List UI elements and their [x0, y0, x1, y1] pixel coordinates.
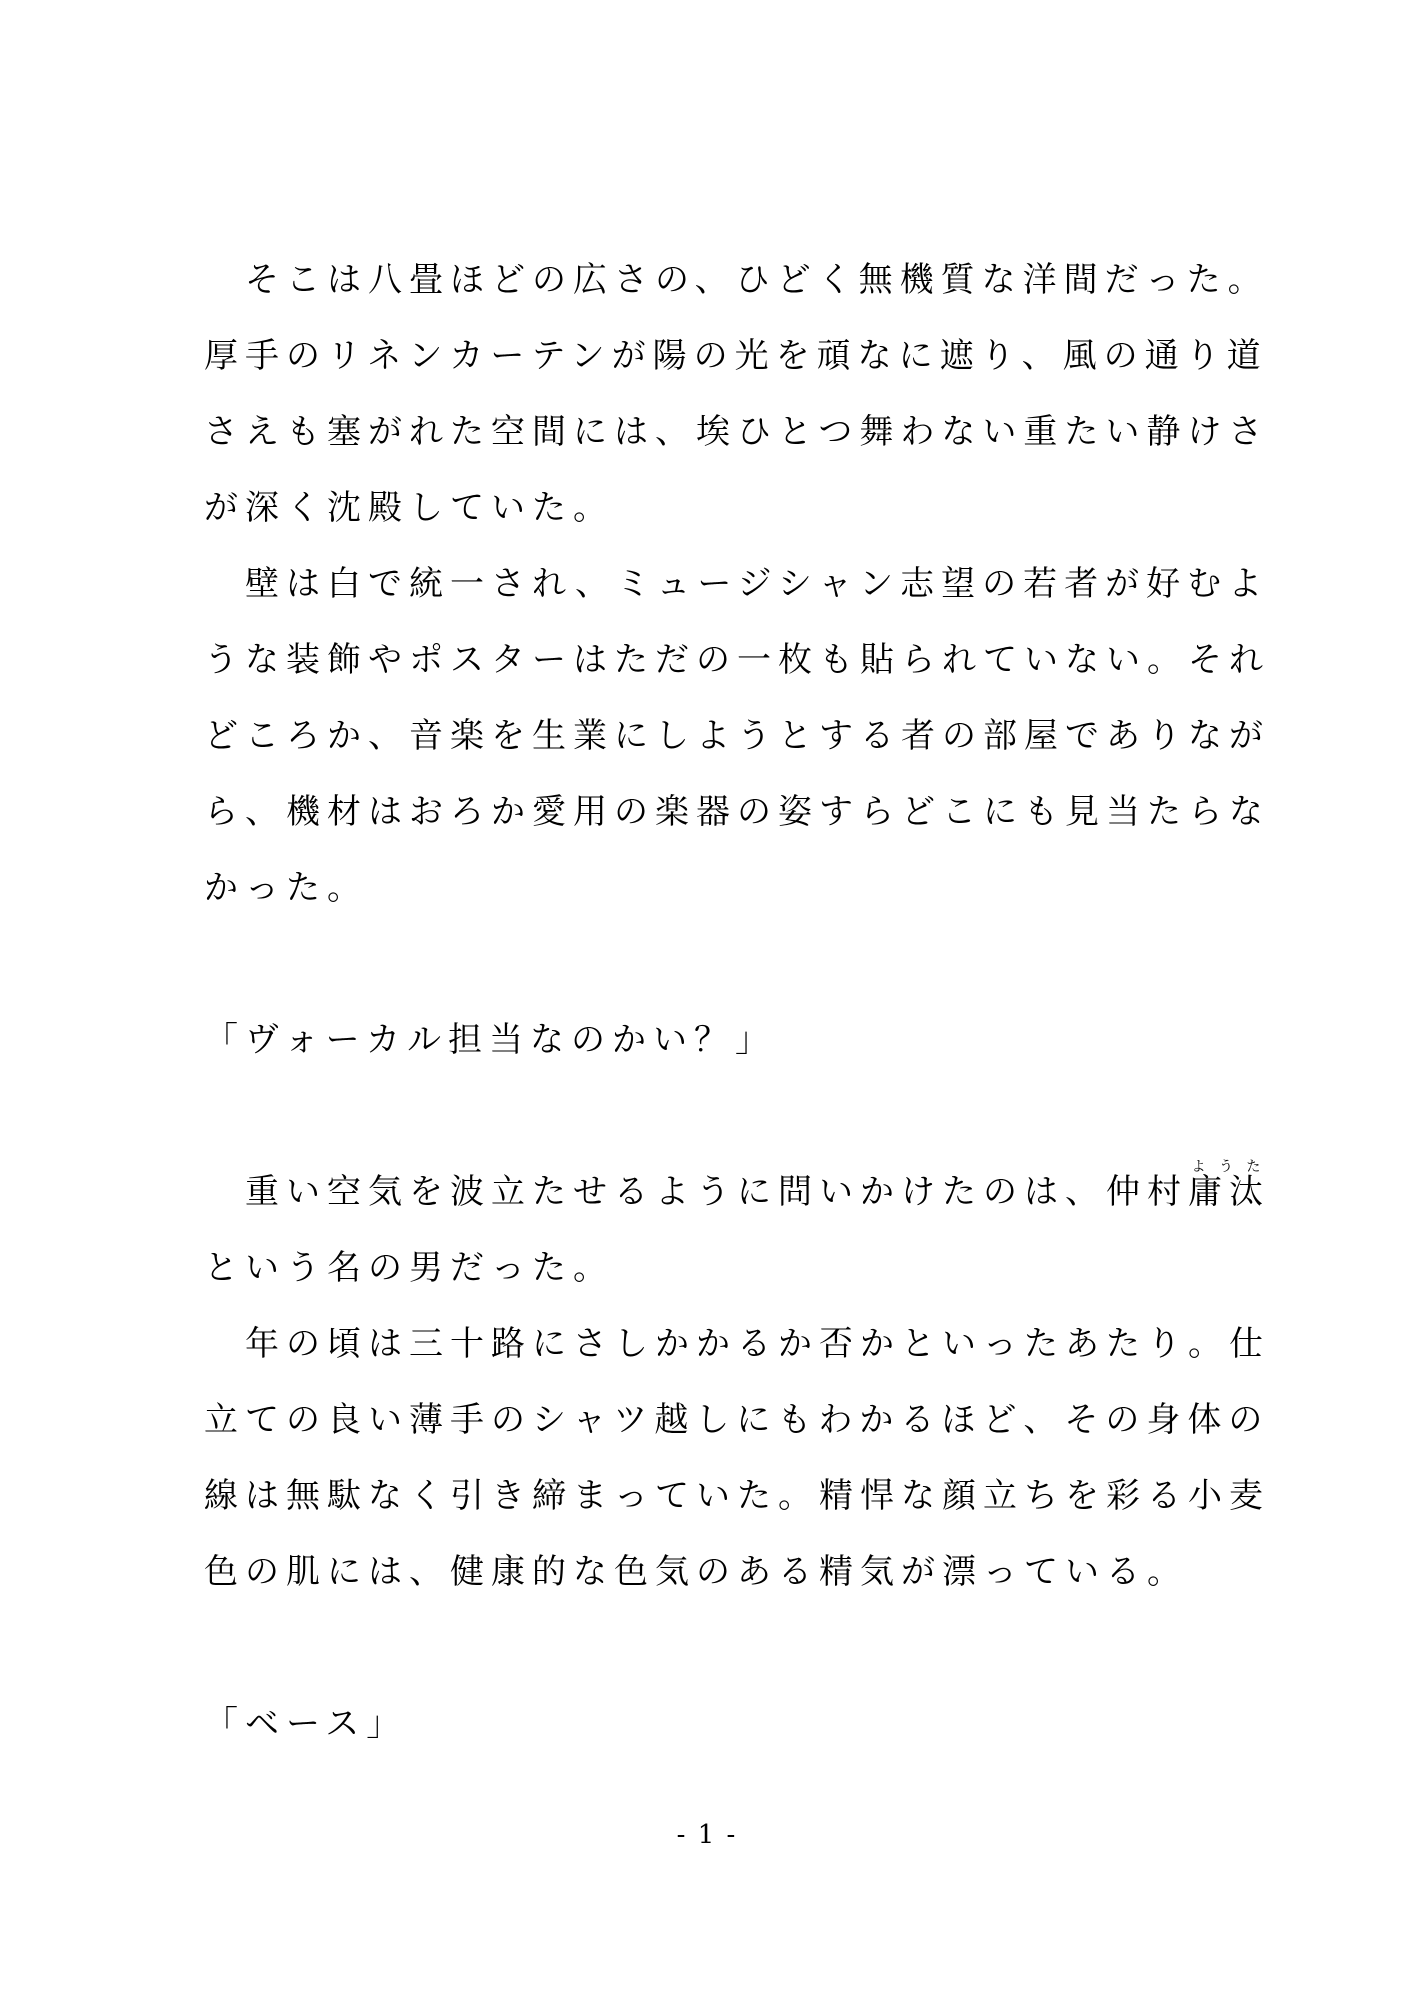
text-line-18: 色の肌には、健康的な色気のある精気が漂っている。: [204, 1552, 1188, 1592]
text-line-7: どころか、音楽を生業にしようとする者の部屋でありなが: [204, 716, 1270, 756]
dialogue-line-1: 「ヴォーカル担当なのかい？」: [204, 1020, 776, 1060]
text-line-6: うな装飾やポスターはただの一枚も貼られていない。それ: [204, 640, 1270, 680]
text-line-4: が深く沈殿していた。: [204, 488, 614, 528]
text-line-1: そこは八畳ほどの広さの、ひどく無機質な洋間だった。: [204, 260, 1269, 300]
text-line-with-ruby: [204, 1154, 1270, 1230]
name-kanji: 庸汰: [1188, 1172, 1270, 1212]
blank-line: [204, 1610, 1220, 1686]
blank-line: [204, 926, 1220, 1002]
name-reading: ようた: [1188, 1159, 1270, 1175]
text-line-3: さえも塞がれた空間には、埃ひとつ舞わない重たい静けさ: [204, 412, 1270, 452]
blank-line: [204, 1078, 1220, 1154]
text-line-14: という名の男だった。: [204, 1248, 614, 1288]
page-number: - 1 -: [676, 1820, 738, 1850]
text-line-2: 厚手のリネンカーテンが陽の光を頑なに遮り、風の通り道: [204, 336, 1268, 376]
text-line-17: 線は無駄なく引き締まっていた。精悍な顔立ちを彩る小麦: [204, 1476, 1270, 1516]
text-line-13: 重い空気を波立たせるように問いかけたのは、仲村: [204, 1172, 1188, 1212]
dialogue-line-2: 「ベース」: [204, 1704, 408, 1744]
name-ruby: [1188, 1159, 1270, 1212]
body-text: [204, 242, 1270, 1762]
text-line-8: ら、機材はおろか愛用の楽器の姿すらどこにも見当たらな: [204, 792, 1270, 832]
text-line-5: 壁は白で統一され、ミュージシャン志望の若者が好むよ: [204, 564, 1270, 604]
text-line-9: かった。: [204, 868, 368, 908]
text-line-15: 年の頃は三十路にさしかかるか否かといったあたり。仕: [204, 1324, 1270, 1364]
text-line-16: 立ての良い薄手のシャツ越しにもわかるほど、その身体の: [204, 1400, 1270, 1440]
